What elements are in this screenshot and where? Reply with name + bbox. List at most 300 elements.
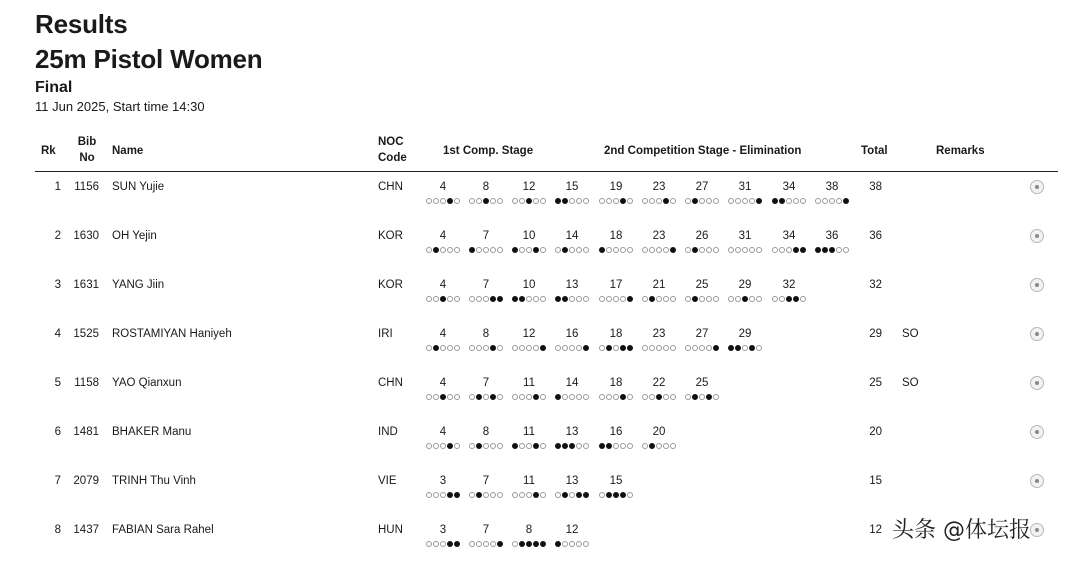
shot-miss — [533, 296, 539, 302]
shot-hit — [555, 296, 561, 302]
shot-miss — [613, 345, 619, 351]
series-score: 16 — [565, 328, 579, 340]
shot-hit — [526, 198, 532, 204]
shot-hit — [756, 198, 762, 204]
shot-miss — [685, 296, 691, 302]
shot-miss — [713, 394, 719, 400]
target-icon[interactable] — [1030, 523, 1044, 537]
series-shots — [599, 247, 633, 253]
rank-cell: 7 — [54, 475, 61, 487]
series-shots — [426, 296, 460, 302]
shot-miss — [822, 198, 828, 204]
shot-miss — [433, 492, 439, 498]
shot-hit — [749, 345, 755, 351]
series-score: 4 — [439, 328, 447, 340]
shot-miss — [642, 247, 648, 253]
col-name: Name — [112, 145, 144, 157]
shot-miss — [656, 296, 662, 302]
series-shots — [728, 345, 762, 351]
table-row — [0, 179, 1080, 228]
shot-miss — [800, 296, 806, 302]
shot-miss — [749, 198, 755, 204]
shot-hit — [583, 345, 589, 351]
shot-hit — [469, 247, 475, 253]
shot-miss — [699, 296, 705, 302]
shot-miss — [426, 198, 432, 204]
series-shots — [512, 443, 546, 449]
shot-miss — [656, 443, 662, 449]
shot-hit — [793, 247, 799, 253]
series-score: 16 — [609, 426, 623, 438]
series-score: 23 — [652, 328, 666, 340]
shot-hit — [526, 541, 532, 547]
series-score: 18 — [609, 377, 623, 389]
noc-cell: IND — [378, 426, 398, 438]
series-score: 15 — [609, 475, 623, 487]
shot-hit — [447, 198, 453, 204]
shot-hit — [490, 296, 496, 302]
shot-hit — [620, 394, 626, 400]
series-score: 25 — [695, 377, 709, 389]
series-score: 34 — [782, 181, 796, 193]
shot-miss — [519, 198, 525, 204]
shot-miss — [447, 296, 453, 302]
series-score: 4 — [439, 279, 447, 291]
shot-hit — [490, 345, 496, 351]
shot-miss — [512, 345, 518, 351]
shot-miss — [447, 247, 453, 253]
shot-miss — [685, 247, 691, 253]
total-cell: 25 — [869, 377, 882, 389]
series-score: 23 — [652, 181, 666, 193]
series-shots — [469, 345, 503, 351]
shot-miss — [433, 296, 439, 302]
series-shots — [599, 443, 633, 449]
rank-cell: 3 — [54, 279, 61, 291]
shot-hit — [512, 296, 518, 302]
shot-miss — [490, 443, 496, 449]
shot-miss — [569, 394, 575, 400]
shot-hit — [497, 541, 503, 547]
shot-miss — [699, 345, 705, 351]
shot-miss — [706, 198, 712, 204]
shot-miss — [497, 247, 503, 253]
shot-hit — [562, 443, 568, 449]
series-shots — [512, 394, 546, 400]
series-score: 19 — [609, 181, 623, 193]
series-shots — [772, 198, 806, 204]
shot-miss — [829, 198, 835, 204]
shot-miss — [699, 247, 705, 253]
shot-hit — [829, 247, 835, 253]
series-shots — [469, 296, 503, 302]
shot-hit — [800, 247, 806, 253]
shot-miss — [786, 247, 792, 253]
shot-miss — [627, 198, 633, 204]
shot-hit — [713, 345, 719, 351]
shot-miss — [583, 443, 589, 449]
shot-miss — [613, 394, 619, 400]
shot-hit — [620, 345, 626, 351]
series-shots — [512, 541, 546, 547]
shot-miss — [569, 296, 575, 302]
series-score: 7 — [482, 524, 490, 536]
shot-miss — [699, 198, 705, 204]
shot-miss — [583, 394, 589, 400]
target-icon[interactable] — [1030, 474, 1044, 488]
shot-miss — [497, 492, 503, 498]
shot-hit — [569, 443, 575, 449]
shot-hit — [742, 296, 748, 302]
shot-miss — [779, 247, 785, 253]
shot-hit — [440, 296, 446, 302]
shot-miss — [642, 394, 648, 400]
shot-miss — [469, 394, 475, 400]
shot-hit — [735, 345, 741, 351]
table-row — [0, 424, 1080, 473]
bib-cell: 1437 — [73, 524, 99, 536]
series-score: 18 — [609, 230, 623, 242]
total-cell: 36 — [869, 230, 882, 242]
shot-miss — [742, 198, 748, 204]
series-score: 11 — [523, 377, 535, 389]
series-shots — [642, 198, 676, 204]
shot-hit — [533, 541, 539, 547]
shot-miss — [540, 394, 546, 400]
series-shots — [469, 443, 503, 449]
shot-hit — [649, 443, 655, 449]
series-score: 7 — [482, 230, 490, 242]
shot-miss — [483, 541, 489, 547]
shot-miss — [670, 394, 676, 400]
series-shots — [599, 296, 633, 302]
series-score: 8 — [482, 426, 490, 438]
header-divider — [35, 171, 1058, 172]
shot-miss — [469, 345, 475, 351]
series-score: 3 — [439, 524, 447, 536]
shot-miss — [512, 394, 518, 400]
bib-cell: 1158 — [74, 377, 99, 389]
noc-cell: KOR — [378, 230, 403, 242]
bib-cell: 1630 — [73, 230, 99, 242]
shot-miss — [526, 247, 532, 253]
shot-miss — [663, 394, 669, 400]
series-score: 23 — [652, 230, 666, 242]
col-stage1: 1st Comp. Stage — [443, 145, 534, 157]
shot-hit — [562, 296, 568, 302]
col-bib-line2: No — [79, 152, 95, 164]
noc-cell: CHN — [378, 181, 403, 193]
bib-cell: 1481 — [73, 426, 99, 438]
shot-miss — [454, 198, 460, 204]
shot-miss — [540, 296, 546, 302]
shot-miss — [526, 394, 532, 400]
bib-cell: 2079 — [73, 475, 99, 487]
shot-miss — [576, 198, 582, 204]
shot-miss — [793, 198, 799, 204]
shot-miss — [599, 198, 605, 204]
series-score: 7 — [482, 377, 490, 389]
shot-hit — [476, 443, 482, 449]
shot-miss — [497, 443, 503, 449]
series-shots — [685, 247, 719, 253]
series-shots — [512, 296, 546, 302]
series-shots — [599, 198, 633, 204]
series-score: 34 — [782, 230, 796, 242]
series-shots — [555, 198, 589, 204]
shot-miss — [728, 247, 734, 253]
shot-miss — [426, 492, 432, 498]
rank-cell: 6 — [54, 426, 61, 438]
shot-miss — [627, 247, 633, 253]
series-shots — [685, 345, 719, 351]
target-icon[interactable] — [1030, 278, 1044, 292]
series-shots — [555, 394, 589, 400]
col-noc-line2: Code — [378, 152, 407, 164]
shot-hit — [670, 247, 676, 253]
shot-miss — [447, 345, 453, 351]
series-score: 8 — [525, 524, 533, 536]
shot-miss — [685, 394, 691, 400]
shot-hit — [440, 394, 446, 400]
shot-miss — [526, 443, 532, 449]
shot-hit — [490, 394, 496, 400]
shot-miss — [620, 247, 626, 253]
series-shots — [512, 492, 546, 498]
shot-miss — [555, 345, 561, 351]
shot-miss — [519, 443, 525, 449]
shot-hit — [533, 492, 539, 498]
series-score: 27 — [695, 181, 709, 193]
shot-miss — [469, 198, 475, 204]
table-row — [0, 326, 1080, 375]
shot-miss — [519, 345, 525, 351]
shot-hit — [483, 198, 489, 204]
shot-miss — [836, 198, 842, 204]
shot-miss — [670, 198, 676, 204]
shot-miss — [642, 443, 648, 449]
series-score: 3 — [439, 475, 447, 487]
table-row — [0, 228, 1080, 277]
remarks-cell: SO — [902, 377, 919, 389]
shot-miss — [663, 247, 669, 253]
series-shots — [426, 541, 460, 547]
shot-miss — [583, 541, 589, 547]
shot-miss — [699, 394, 705, 400]
shot-miss — [786, 198, 792, 204]
shot-miss — [433, 541, 439, 547]
shot-hit — [519, 296, 525, 302]
series-score: 7 — [482, 475, 490, 487]
rank-cell: 4 — [54, 328, 61, 340]
series-shots — [772, 247, 806, 253]
noc-cell: VIE — [378, 475, 397, 487]
shot-miss — [526, 345, 532, 351]
series-shots — [555, 345, 589, 351]
shot-hit — [815, 247, 821, 253]
series-score: 4 — [439, 426, 447, 438]
shot-miss — [713, 198, 719, 204]
athlete-name: FABIAN Sara Rahel — [112, 524, 214, 536]
series-shots — [469, 247, 503, 253]
shot-hit — [822, 247, 828, 253]
series-shots — [555, 296, 589, 302]
shot-miss — [426, 247, 432, 253]
shot-hit — [476, 492, 482, 498]
series-shots — [469, 198, 503, 204]
shot-miss — [426, 296, 432, 302]
series-shots — [512, 345, 546, 351]
series-shots — [512, 247, 546, 253]
shot-miss — [454, 443, 460, 449]
shot-miss — [779, 296, 785, 302]
shot-hit — [786, 296, 792, 302]
shot-hit — [779, 198, 785, 204]
shot-hit — [620, 492, 626, 498]
shot-hit — [555, 541, 561, 547]
target-icon[interactable] — [1030, 229, 1044, 243]
shot-miss — [742, 247, 748, 253]
target-icon[interactable] — [1030, 376, 1044, 390]
series-shots — [685, 296, 719, 302]
shot-miss — [642, 198, 648, 204]
target-icon[interactable] — [1030, 425, 1044, 439]
col-noc-line1: NOC — [378, 136, 404, 148]
shot-miss — [440, 443, 446, 449]
series-score: 12 — [522, 181, 536, 193]
target-icon[interactable] — [1030, 180, 1044, 194]
shot-miss — [599, 296, 605, 302]
series-shots — [599, 492, 633, 498]
series-shots — [642, 443, 676, 449]
shot-miss — [606, 296, 612, 302]
col-rank: Rk — [41, 145, 56, 157]
noc-cell: HUN — [378, 524, 403, 536]
shot-miss — [685, 345, 691, 351]
shot-miss — [519, 492, 525, 498]
shot-hit — [620, 198, 626, 204]
shot-miss — [642, 345, 648, 351]
shot-miss — [735, 247, 741, 253]
shot-hit — [692, 296, 698, 302]
shot-miss — [440, 541, 446, 547]
shot-miss — [490, 198, 496, 204]
shot-miss — [576, 394, 582, 400]
shot-miss — [756, 296, 762, 302]
shot-miss — [469, 492, 475, 498]
shot-miss — [599, 345, 605, 351]
series-shots — [685, 394, 719, 400]
target-icon[interactable] — [1030, 327, 1044, 341]
event-name: 25m Pistol Women — [35, 44, 263, 74]
athlete-name: SUN Yujie — [112, 181, 165, 193]
shot-miss — [483, 492, 489, 498]
shot-miss — [540, 247, 546, 253]
shot-miss — [512, 492, 518, 498]
shot-miss — [433, 394, 439, 400]
series-shots — [815, 198, 849, 204]
shot-miss — [613, 198, 619, 204]
shot-miss — [735, 296, 741, 302]
series-score: 22 — [652, 377, 666, 389]
shot-miss — [670, 345, 676, 351]
series-score: 29 — [738, 328, 752, 340]
shot-miss — [599, 394, 605, 400]
shot-miss — [663, 443, 669, 449]
series-score: 14 — [565, 377, 579, 389]
shot-hit — [555, 394, 561, 400]
series-score: 32 — [782, 279, 796, 291]
shot-miss — [540, 443, 546, 449]
shot-miss — [476, 345, 482, 351]
shot-miss — [692, 345, 698, 351]
shot-miss — [490, 541, 496, 547]
shot-miss — [540, 198, 546, 204]
series-score: 13 — [565, 279, 579, 291]
col-remarks: Remarks — [936, 145, 985, 157]
shot-miss — [583, 198, 589, 204]
series-score: 14 — [565, 230, 579, 242]
shot-miss — [490, 492, 496, 498]
series-score: 13 — [565, 426, 579, 438]
shot-hit — [433, 345, 439, 351]
shot-miss — [627, 394, 633, 400]
shot-hit — [512, 247, 518, 253]
shot-miss — [476, 296, 482, 302]
series-shots — [512, 198, 546, 204]
shot-hit — [606, 345, 612, 351]
shot-miss — [569, 247, 575, 253]
shot-hit — [540, 345, 546, 351]
shot-miss — [483, 296, 489, 302]
shot-miss — [772, 296, 778, 302]
series-score: 15 — [565, 181, 579, 193]
date-time: 11 Jun 2025, Start time 14:30 — [35, 99, 205, 114]
series-shots — [555, 492, 589, 498]
shot-miss — [815, 198, 821, 204]
shot-miss — [576, 345, 582, 351]
shot-miss — [426, 541, 432, 547]
series-shots — [685, 198, 719, 204]
shot-miss — [663, 345, 669, 351]
series-shots — [469, 492, 503, 498]
series-shots — [555, 247, 589, 253]
series-shots — [728, 247, 762, 253]
series-score: 4 — [439, 181, 447, 193]
shot-miss — [440, 247, 446, 253]
series-score: 36 — [825, 230, 839, 242]
shot-miss — [454, 394, 460, 400]
shot-miss — [713, 247, 719, 253]
shot-miss — [555, 492, 561, 498]
shot-hit — [627, 296, 633, 302]
shot-miss — [656, 198, 662, 204]
series-score: 31 — [738, 181, 752, 193]
shot-miss — [562, 345, 568, 351]
series-score: 27 — [695, 328, 709, 340]
shot-miss — [843, 247, 849, 253]
shot-miss — [706, 345, 712, 351]
shot-miss — [440, 198, 446, 204]
shot-miss — [728, 296, 734, 302]
series-score: 29 — [738, 279, 752, 291]
athlete-name: OH Yejin — [112, 230, 157, 242]
series-shots — [642, 394, 676, 400]
shot-hit — [447, 541, 453, 547]
shot-hit — [555, 198, 561, 204]
series-shots — [469, 394, 503, 400]
shot-miss — [642, 296, 648, 302]
